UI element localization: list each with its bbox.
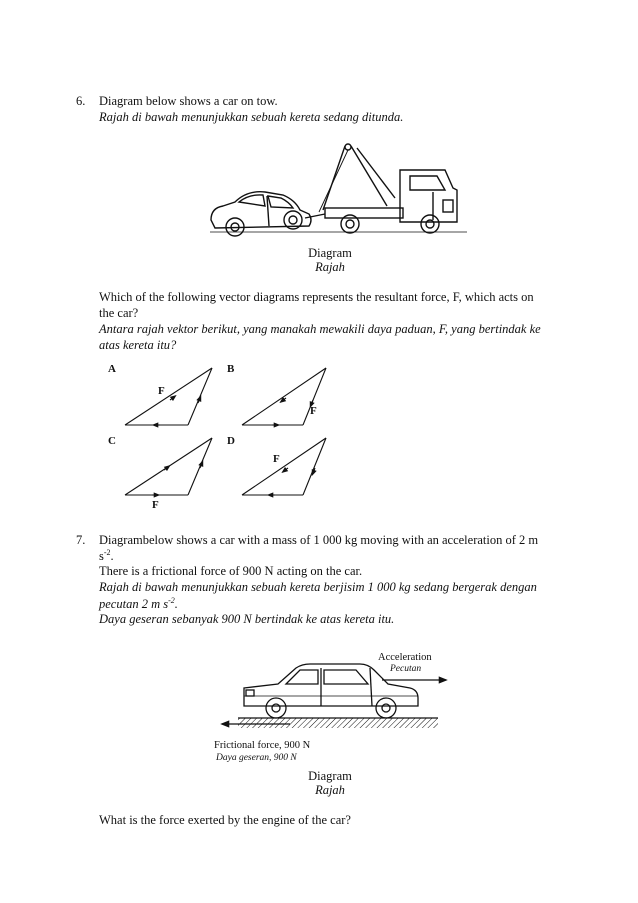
question-7-malay-line-2: pecutan 2 m $s^{-2}$. bbox=[99, 596, 178, 612]
acceleration-label-malay: Pecutan bbox=[390, 664, 422, 674]
question-7-number: 7. bbox=[76, 533, 86, 547]
question-7-malay-line-3: Daya geseran sebanyak 900 N bertindak ke atas kereta itu. bbox=[99, 612, 395, 626]
question-7-line-1: Diagrambelow shows a car with a mass of 1 000 kg moving with an acceleration of 2 m bbox=[99, 533, 539, 547]
question-6-prompt-line-1: Which of the following vector diagrams represents the resultant force, F, which acts on bbox=[99, 290, 534, 304]
option-a-letter: A bbox=[108, 363, 116, 375]
question-6-stem: Diagram below shows a car on tow. bbox=[99, 94, 278, 108]
option-b-letter: B bbox=[227, 363, 235, 375]
question-7-malay-line-1: Rajah di bawah menunjukkan sebuah kereta berjisim 1 000 kg sedang bergerak dengan bbox=[99, 580, 537, 594]
question-6-prompt-malay-line-2: atas kereta itu? bbox=[99, 338, 177, 352]
option-c[interactable] bbox=[125, 438, 212, 495]
question-7-line-1b: $s^{-2}$. bbox=[99, 548, 114, 564]
question-7-caption-malay: Rajah bbox=[315, 783, 345, 797]
option-c-letter: C bbox=[108, 435, 116, 447]
question-6-number: 6. bbox=[76, 94, 86, 108]
question-7-caption: Diagram bbox=[308, 769, 352, 783]
question-6-prompt-line-2: the car? bbox=[99, 306, 139, 320]
option-a[interactable] bbox=[125, 368, 212, 425]
friction-label-malay: Daya geseran, 900 N bbox=[216, 753, 297, 763]
option-d-force-label: F bbox=[273, 453, 280, 465]
question-6-stem-malay: Rajah di bawah menunjukkan sebuah kereta sedang ditunda. bbox=[99, 110, 404, 124]
question-7-prompt: What is the force exerted by the engine of the car? bbox=[99, 813, 351, 827]
option-c-force-label: F bbox=[152, 499, 159, 508]
option-d-letter: D bbox=[227, 435, 235, 447]
vector-options bbox=[100, 358, 340, 508]
question-6-caption: Diagram bbox=[308, 246, 352, 260]
car-forces-diagram bbox=[210, 640, 470, 770]
question-6-caption-malay: Rajah bbox=[315, 260, 345, 274]
friction-label: Frictional force, 900 N bbox=[214, 740, 311, 751]
question-6-prompt-malay-line-1: Antara rajah vektor berikut, yang manakah mewakili daya paduan, F, yang bertindak ke bbox=[99, 322, 541, 336]
option-d[interactable] bbox=[242, 438, 326, 495]
option-a-force-label: F bbox=[158, 385, 165, 397]
acceleration-label: Acceleration bbox=[378, 652, 432, 663]
question-7-line-2: There is a frictional force of 900 N acting on the car. bbox=[99, 564, 363, 578]
tow-truck-diagram bbox=[205, 140, 475, 245]
option-b-force-label: F bbox=[310, 405, 317, 417]
